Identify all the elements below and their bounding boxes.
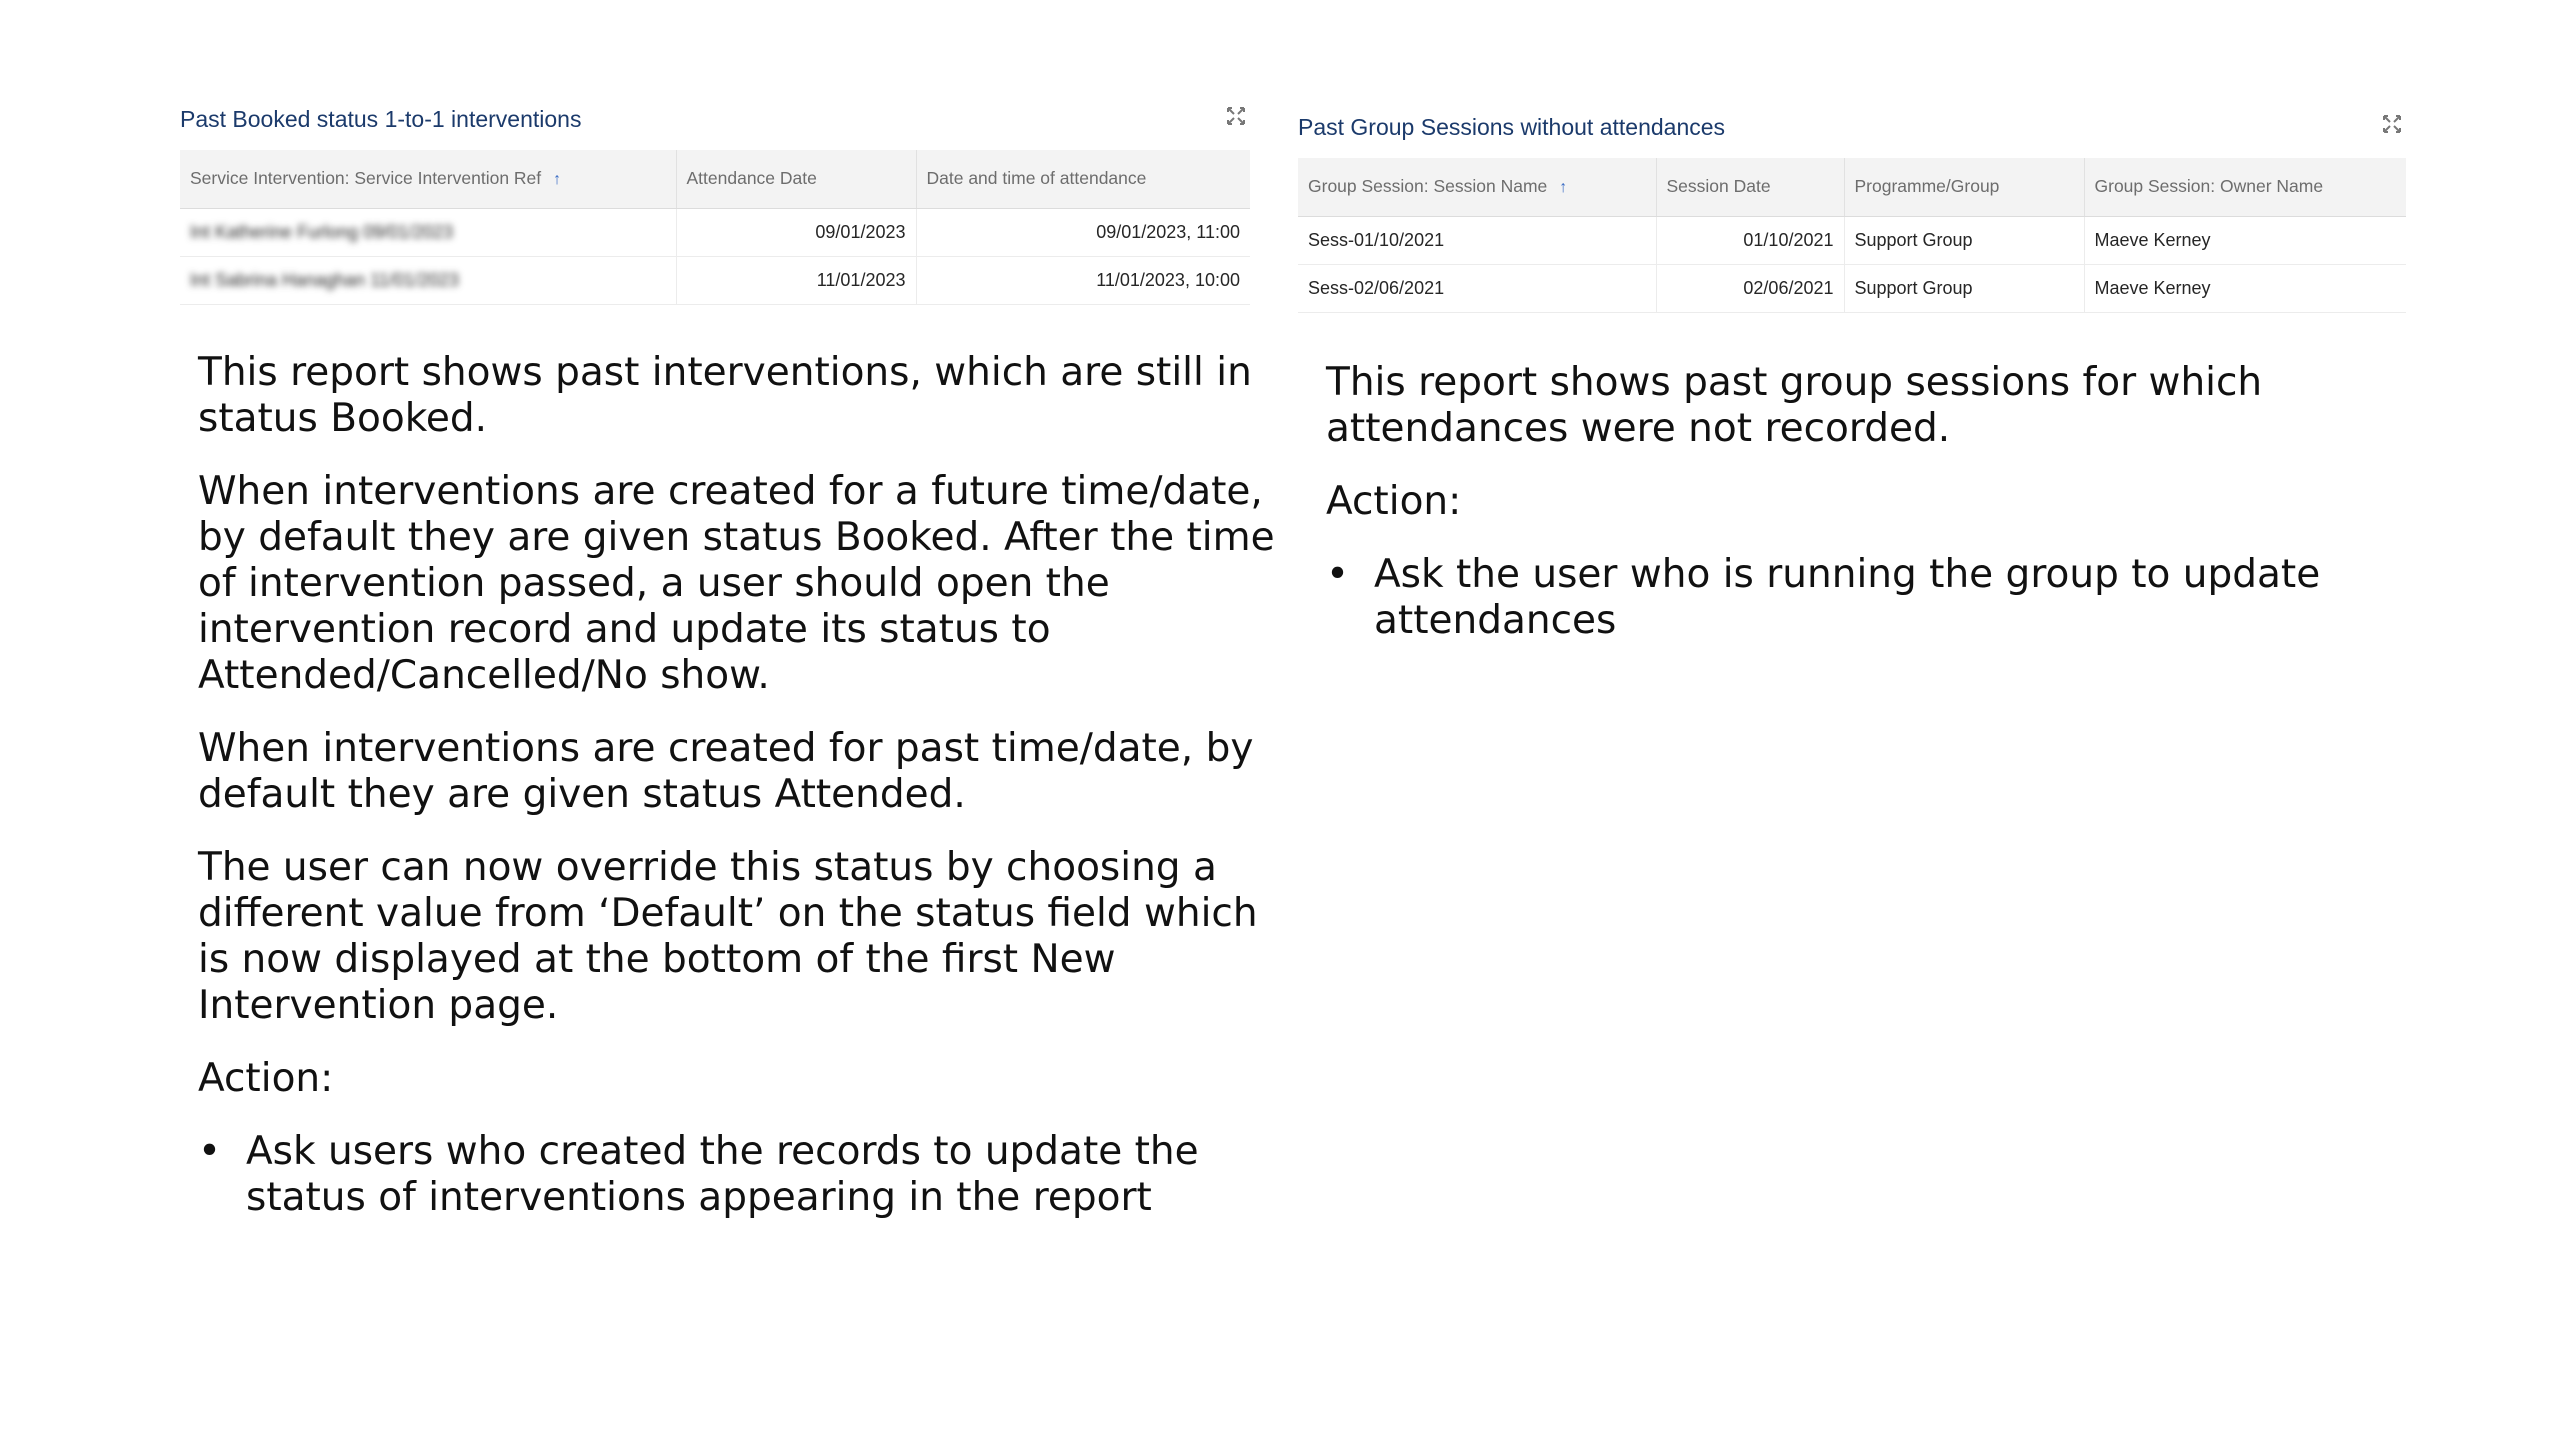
expand-button[interactable] [2378,110,2406,138]
action-item-text: Ask users who created the records to update the status of interventions appearing in the report [246,1129,1199,1220]
intervention-ref-link[interactable]: Int Katherine Furlong 09/01/2023 [180,208,676,256]
table-row [1298,216,2406,264]
column-header-session-date[interactable]: Session Date [1656,158,1844,216]
action-list [198,1129,1278,1221]
session-name-link[interactable]: Sess-02/06/2021 [1298,264,1656,312]
action-list [1326,552,2426,644]
column-header-date-time[interactable]: Date and time of attendance [916,150,1250,208]
action-item-text: Ask the user who is running the group to update attendances [1374,552,2321,643]
action-heading: Action: [198,1056,334,1101]
action-heading: Action: [1326,479,1462,524]
expand-button[interactable] [1222,102,1250,130]
action-item [198,1129,1278,1221]
column-header-programme-group[interactable]: Programme/Group [1844,158,2084,216]
column-header-owner-name[interactable]: Group Session: Owner Name [2084,158,2406,216]
description-booked-interventions [198,350,1278,1221]
panel-header [180,100,1250,150]
session-date-cell: 02/06/2021 [1656,264,1844,312]
action-item [1326,552,2426,644]
report-panel-booked-interventions [180,100,1250,305]
description-group-sessions [1326,360,2426,644]
table-header-row [1298,158,2406,216]
expand-arrows-icon [2382,114,2402,134]
description-paragraph: When interventions are created for a future time/date, by default they are given status Booked. After the time of intervention passed, a user should open the intervention record and update its status to Attended/Cancelled/No show. [198,469,1275,698]
table-header-row [180,150,1250,208]
session-date-cell: 01/10/2021 [1656,216,1844,264]
description-paragraph: This report shows past group sessions for which attendances were not recorded. [1326,360,2263,451]
report-panel-group-sessions [1298,108,2406,313]
owner-name-link[interactable]: Maeve Kerney [2084,216,2406,264]
programme-group-link[interactable]: Support Group [1844,216,2084,264]
panel-title: Past Booked status 1-to-1 interventions [180,106,582,132]
attendance-date-cell: 11/01/2023 [676,256,916,304]
column-header-session-name[interactable]: Group Session: Session Name ↑ [1298,158,1656,216]
report-table [1298,158,2406,313]
bullet-icon: • [198,1129,222,1174]
attendance-date-cell: 09/01/2023 [676,208,916,256]
bullet-icon: • [1326,552,1350,597]
description-paragraph: This report shows past interventions, which are still in status Booked. [198,350,1252,441]
owner-name-link[interactable]: Maeve Kerney [2084,264,2406,312]
table-row [180,208,1250,256]
report-table [180,150,1250,305]
panel-header [1298,108,2406,158]
expand-arrows-icon [1226,106,1246,126]
description-paragraph: The user can now override this status by choosing a different value from ‘Default’ on the status field which is now displayed at the bottom of the first New Intervention page. [198,845,1258,1028]
panel-title: Past Group Sessions without attendances [1298,114,1726,140]
table-row [180,256,1250,304]
sort-ascending-icon: ↑ [553,171,562,189]
date-time-cell: 11/01/2023, 10:00 [916,256,1250,304]
description-paragraph: When interventions are created for past time/date, by default they are given status Attended. [198,726,1254,817]
programme-group-link[interactable]: Support Group [1844,264,2084,312]
column-header-ref[interactable]: Service Intervention: Service Intervention Ref ↑ [180,150,676,208]
date-time-cell: 09/01/2023, 11:00 [916,208,1250,256]
intervention-ref-link[interactable]: Int Sabrina Hanaghan 11/01/2023 [180,256,676,304]
sort-ascending-icon: ↑ [1559,179,1568,197]
column-header-attendance-date[interactable]: Attendance Date [676,150,916,208]
table-row [1298,264,2406,312]
session-name-link[interactable]: Sess-01/10/2021 [1298,216,1656,264]
